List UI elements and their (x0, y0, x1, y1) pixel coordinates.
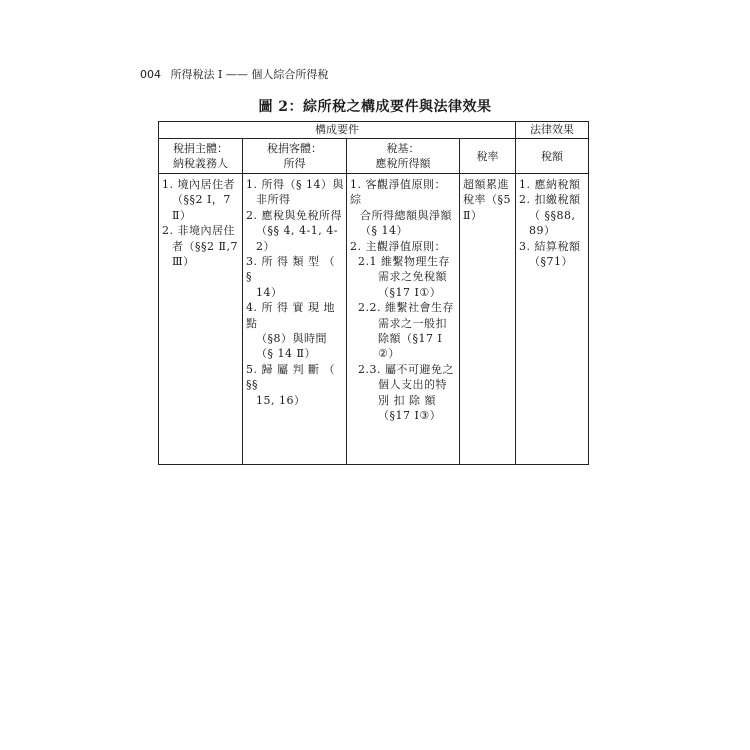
col-header-amount: 稅額 (516, 139, 589, 174)
text-line: 3. 結算稅額 (519, 239, 581, 253)
text-line: （§ 14 Ⅱ） (256, 347, 316, 361)
text-line: 者（§§2 Ⅱ,7 (172, 239, 238, 253)
text-line: 2. 主觀淨值原則： (350, 239, 446, 253)
text-line: （§§2 Ⅰ，7 (172, 193, 231, 207)
text-line: 3. 所 得 類 型 （ § (246, 255, 335, 284)
text-line: 1. 所得（§ 14）與 (246, 178, 344, 191)
text-line: 2.1 維繫物理生存 (358, 255, 450, 269)
cell-base (347, 174, 460, 465)
text-line: Ⅱ） (172, 208, 192, 222)
text-line: 89） (529, 224, 556, 238)
running-head (140, 66, 328, 82)
col-header-base: 稅基： 應稅所得額 (347, 139, 460, 174)
text-line: 需求之免稅額 (378, 270, 447, 284)
text-line: （§ 14） (360, 224, 408, 238)
text-line: （§17 Ⅰ③） (378, 409, 442, 423)
text-line: （§§ 4, 4-1, 4- (256, 224, 338, 238)
text-line: ②） (378, 347, 400, 361)
cell-amount (516, 174, 589, 465)
text-line: 別 扣 除 額 (378, 393, 436, 407)
text-line: 除額（§17 Ⅰ (378, 332, 443, 346)
text-line: 2. 應稅與免稅所得 (246, 208, 342, 222)
text-line: （ §§88, (529, 208, 576, 222)
text-line: 5. 歸 屬 判 斷 （ §§ (246, 362, 335, 392)
text-line: （§71） (529, 255, 573, 269)
text-line: 1. 客觀淨值原則：綜 (350, 178, 446, 207)
text-line: （§17 Ⅰ①） (378, 285, 442, 299)
cell-object (243, 174, 347, 465)
text-line: 稅率（§5 (463, 193, 511, 207)
page-number: 004 (140, 68, 161, 81)
text-line: 2. 扣繳稅額 (519, 193, 581, 207)
text-line: （§8）與時間 (256, 332, 327, 346)
text-line: 14） (256, 285, 283, 299)
requirements-table (158, 121, 589, 465)
text-line: Ⅲ） (172, 255, 195, 269)
text-line: Ⅱ） (463, 208, 483, 222)
text-line: 2.2. 維繫社會生存 (358, 301, 454, 315)
text-line: 2.3. 屬不可避免之 (358, 362, 454, 376)
col-header-subject: 稅捐主體： 納稅義務人 (159, 139, 243, 174)
book-title: 所得稅法 I —— 個人綜合所得稅 (170, 68, 329, 81)
text-line: 1. 應納稅額 (519, 178, 581, 191)
group-header-effects: 法律效果 (516, 122, 589, 139)
text-line: 合所得總額與淨額 (360, 208, 452, 222)
text-line: 4. 所 得 實 現 地 點 (246, 301, 335, 330)
text-line: 需求之一般扣 (378, 316, 447, 330)
cell-rate (460, 174, 516, 465)
group-header-elements: 構成要件 (159, 122, 516, 139)
text-line: 2. 非境內居住 (162, 224, 235, 238)
text-line: 超額累進 (463, 178, 509, 191)
text-line: 個人支出的特 (378, 378, 447, 392)
figure-title: 圖 2：綜所稅之構成要件與法律效果 (258, 99, 492, 115)
col-header-rate: 稅率 (460, 139, 516, 174)
cell-subject (159, 174, 243, 465)
text-line: 非所得 (256, 193, 291, 207)
text-line: 15, 16） (256, 393, 306, 407)
col-header-object: 稅捐客體： 所得 (243, 139, 347, 174)
text-line: 1. 境內居住者 (162, 178, 235, 191)
text-line: 2） (256, 239, 275, 253)
